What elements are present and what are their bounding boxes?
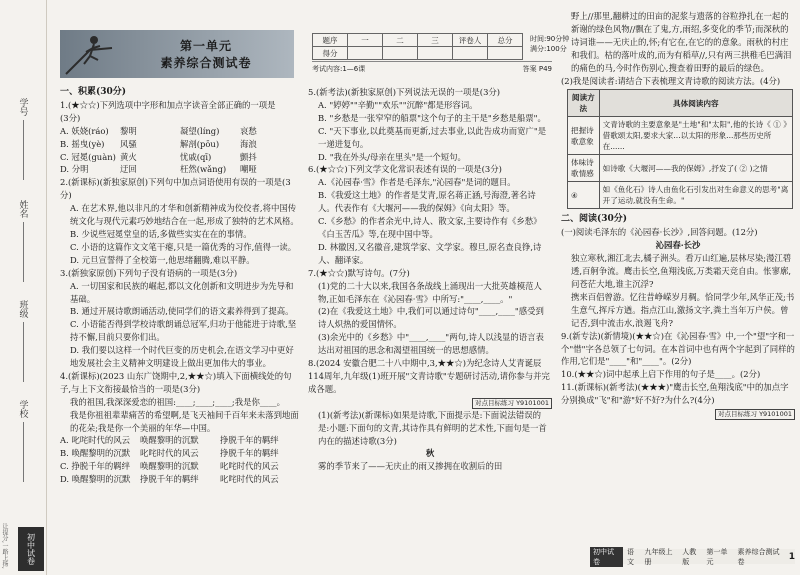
option[interactable]: C. "天下事业,以此奠基而更新,过去事业,以此告成功而宽广"是一递进复句。: [318, 125, 547, 149]
question-3: 3.(新独家原创)下列句子没有语病的一项是(3分): [60, 267, 238, 278]
answer-ref: 答案 P49: [522, 65, 552, 73]
poem-stanza: 携来百侣曾游。忆往昔峥嵘岁月稠。恰同学少年,风华正茂;书生意气,挥斥方遒。指点江山,激扬文字,粪土当年万户侯。曾记否,到中流击水,浪遏飞舟?: [571, 291, 795, 328]
question-2: 2.(新课标)(新独家原创)下列句中加点词语使用有误的一项是(3分): [60, 177, 291, 201]
option[interactable]: D. 林徽因,又名徽音,建筑学家、文学家。穆旦,原名查良铮,诗人、翻译家。: [318, 241, 542, 265]
student-id-field[interactable]: 学号: [4, 98, 42, 180]
question-5: 5.(新考法)(新独家原创)下列说法无误的一项是(3分): [308, 87, 501, 97]
option-row[interactable]: D. 唤醒黎明的沉默 挣脱千年的羁绊 叱咤时代的风云: [60, 474, 279, 485]
question-7: 7.(★☆☆)默写诗句。(7分): [308, 267, 410, 278]
score-head: 一: [348, 34, 383, 47]
unit-title: 第一单元: [179, 39, 232, 53]
option-row[interactable]: A. 叱咤时代的风云 唤醒黎明的沉默 挣脱千年的羁绊: [60, 435, 279, 446]
score-head: 评卷人: [453, 34, 488, 47]
poem-text: 雾的季节来了——无庆止的雨又掺拥在收割后的田: [318, 461, 503, 472]
poem-title: 秋: [425, 448, 435, 459]
column-1: 一、积累(30分) 1.(★☆☆)下列选项中字形和加点字读音全部正确的一项是 (3分) A. 妖娆(ráo) 黎明 凝望(líng) 哀愁 B. 摇曳(yè) 风骚 解剖(pōu) 海浪 C. 冠冕(guàn) 黄火 忧戚(qī) 颤抖 D. 分明 迂回 枉然(wǎng) 嘲哑 2.(新课标)(新独家原创)下列句中加点词语使用有误的一项是(3分) A. 在艺术界,他以非凡的才华和创新精神成为佼佼者,将中国传统文化与现代元素巧妙地结合在一起,形成了独特的艺术风格。 B. 少说些冠冕堂皇的话,多做些实实在在的事情。 C. 小语的这篇作文文笔干瘪,只是一篇优秀的习作,值得一读。 D. 元旦宣誓得了全校第一,他思绪翻腾,难以平静。 3.(新独家原创)下列句子没有语病的一项是(3分) A. 一切国家和民族的崛起,都以文化创新和文明进步为先导和基础。 B. 通过开展诗歌朗诵活动,使同学们的语文素养得到了提高。 C. 小语能否得到学校诗歌朗诵总冠军,归功于他能进于诗歌,坚持不懈,目前只要你们出。 D. 我们要以这样一个时代巨变的历史机会,在语文学习中更好地发展社会主义精神文明建设上做出更加伟大的事业。 4.(新课标)(2023 山东广饶期中,2,★★☆)填入下面横线处的句子,与上下文衔接最恰当的一项是(3分) 我的祖国,我深深爱恋的祖国:____;____;____;我是你____。 我是你祖祖辈辈痛苦的希望啊,是飞天袖间千百年来未落到地面的花朵;我是你一个美丽的年华—中国。 A. 叱咤时代的风云 唤醒黎明的沉默 挣脱千年的羁绊 B. 唤醒黎明的沉默 叱咤时代的风云 挣脱千年的羁绊 C. 挣脱千年的羁绊 唤醒黎明的沉默 叱咤时代的风云 D. 唤醒黎明的沉默 挣脱千年的羁绊 叱咤时代的风云: [60, 87, 299, 485]
section-heading: 一、积累(30分): [60, 87, 127, 97]
runner-illustration: [60, 30, 118, 78]
option[interactable]: D. "我在外头/母亲在里头"是一个短句。: [318, 151, 466, 162]
score-cell[interactable]: [418, 47, 453, 60]
practice-code: 对点目标练习 Y9101001: [715, 409, 795, 420]
reading-method-table: 阅读方法 具体阅读内容 把握诗歌意象 文青诗歌的主要意象是"土地"和"太阳",他的长诗《 ① 》借歌颂太阳,要求大家...以太阳的形象...那些历史所在...... 体味诗歌情感 如诗歌《大堰河——我的保姆》,抒发了( ② )之情 ④ 如《鱼化石》诗人由鱼化石引发出对生命意义的思考"离开了运动,就没有生命。": [567, 89, 793, 209]
title-banner: [60, 30, 294, 78]
column-3: [561, 10, 795, 420]
exam-content-line: 考试内容:1—6课 答案 P49: [312, 61, 552, 74]
brand-logo: 初中试卷: [18, 527, 44, 571]
option[interactable]: C. 小语能否得到学校诗歌朗诵总冠军,归功于他能进于诗歌,坚持不懈,目前只要你们出。: [70, 319, 297, 343]
question-8: 8.(2024 安徽合肥二十八中期中,3,★★☆)为纪念诗人艾青诞辰114周年,九年级(1)班开展"文青诗歌"专题研讨活动,请你参与并完成各题。: [308, 358, 550, 394]
question-11[interactable]: 11.(新课标)(新考法)(★★★)"鹰击长空,鱼翔浅底"中的加点字分别换成"飞"和"游"好不好?为什么?(4分): [561, 382, 789, 406]
reading-intro: (一)阅读毛泽东的《沁园春·长沙》,回答问题。(12分): [561, 227, 758, 238]
option[interactable]: A.《沁园春·雪》作者是毛泽东,"沁园春"是词的题目。: [318, 177, 516, 188]
score-cell[interactable]: [453, 47, 488, 60]
option-row[interactable]: A. 妖娆(ráo) 黎明 凝望(líng) 哀愁: [60, 125, 257, 136]
question-6: 6.(★☆☆)下列文学文化常识表述有误的一项是(3分): [308, 164, 502, 175]
practice-code: 对点目标练习 Y9101001: [472, 398, 552, 409]
score-head: 三: [418, 34, 453, 47]
column-2: [308, 86, 552, 473]
score-table: [312, 33, 523, 60]
subquestion: (1)(新考法)(新课标)如果是诗歌,下面提示是:下面说法错误的是:小题:下面句的文青,其诗作具有鲜明的艺术性,下面句是一首内在的描述诗歌(3分): [318, 409, 547, 446]
option-row[interactable]: C. 挣脱千年的羁绊 唤醒黎明的沉默 叱咤时代的风云: [60, 461, 279, 472]
test-title: 素养综合测试卷: [160, 56, 252, 70]
option[interactable]: B. 少说些冠冕堂皇的话,多做些实实在在的事情。: [70, 228, 252, 239]
fill-in-blank[interactable]: (2)在《我爱这土地》中,我们可以通过诗句"____,____"感受到诗人炽热的爱国情怀。: [318, 306, 544, 330]
poem-continuation: 野上//那里,翻耕过的田亩的泥浆与遗落的谷粒挣扎在一起的新谢的绿色风物//飘在了鬼,方,雨绍,多变化的季节;而深秋的诗词谁——无庆止的,怀;有它在,在它的的意象。雨秋的村庄和我们。枯的落叶成的,而为有稻草//,只有两三拱稚毛巴满泪的痛色的马,今时作伤别心,搜查着田野的最后的绿色。: [571, 11, 792, 73]
score-head: 题序: [313, 34, 348, 47]
name-field[interactable]: 姓名: [4, 200, 42, 282]
poem-stanza: 独立寒秋,湘江北去,橘子洲头。看万山红遍,层林尽染;漫江碧透,百舸争流。鹰击长空,鱼翔浅底,万类霜天竞自由。怅寥廓,问苍茫大地,谁主沉浮?: [571, 253, 792, 289]
option-row[interactable]: D. 分明 迂回 枉然(wǎng) 嘲哑: [60, 164, 257, 175]
fill-in-blank[interactable]: (1)党的二十大以来,我国各条战线上涌现出一大批英雄模范人物,正如毛泽东在《沁园春·雪》中所写:"____,____。": [318, 280, 542, 304]
question-10[interactable]: 10.(★★☆)词中起承上启下作用的句子是____。(2分): [561, 369, 761, 380]
page-footer: 初中试卷 语文 九年级上册 人教版 第一单元 素养综合测试卷 1: [590, 549, 795, 564]
page-number: 1: [788, 551, 796, 562]
option[interactable]: C. 小语的这篇作文文笔干瘪,只是一篇优秀的习作,值得一读。: [70, 241, 297, 252]
time-info: 时间:90分钟 满分:100分: [530, 35, 570, 53]
score-cell[interactable]: [348, 47, 383, 60]
option[interactable]: A. 在艺术界,他以非凡的才华和创新精神成为佼佼者,将中国传统文化与现代元素巧妙地结合在一起,形成了独特的艺术风格。: [70, 203, 299, 227]
school-field[interactable]: 学校: [4, 400, 42, 482]
section-heading: 二、阅读(30分): [561, 214, 628, 225]
option[interactable]: C.《乡愁》的作者余光中,诗人、散文家,主要诗作有《乡愁》《白玉苦瓜》等,在现中国中等。: [318, 216, 542, 239]
question-9[interactable]: 9.(新专法)(新情境)(★★☆)在《沁园春·雪》中,一个"望"字和一个"惜"字各总领了七句词。在本首词中也有两个字起到了同样的作用,它们是"____"和"____"。(2分): [561, 330, 795, 367]
option[interactable]: B. "乡愁是一张窄窄的船票"这个句子的主干是"乡愁是船票"。: [318, 112, 546, 123]
subquestion: (2)我是阅读者:请结合下表梳理文青诗歌的阅读方法。(4分): [561, 75, 781, 86]
score-label: 得分: [313, 47, 348, 60]
option[interactable]: B. 通过开展诗歌朗诵活动,使同学们的语文素养得到了提高。: [70, 306, 294, 317]
score-cell[interactable]: [488, 47, 523, 60]
option[interactable]: D. 元旦宣誓得了全校第一,他思绪翻腾,难以平静。: [70, 254, 255, 265]
score-head: 二: [383, 34, 418, 47]
fill-in-blank[interactable]: (3)余光中的《乡愁》中"____,____"两句,诗人以浅显的语言表达出对祖国的思念和渴望祖国统一的思想感情。: [318, 332, 544, 356]
option[interactable]: A. "婷婷""辛勤""欢乐""沉醉"都是形容词。: [318, 99, 478, 110]
question-4: 4.(新课标)(2023 山东广饶期中,2,★★☆)填入下面横线处的句子,与上下文衔接最恰当的一项是(3分): [60, 370, 292, 394]
option[interactable]: D. 我们要以这样一个时代巨变的历史机会,在语文学习中更好地发展社会主义精神文明建设上做出更加伟大的事业。: [70, 345, 294, 369]
question-1: 1.(★☆☆)下列选项中字形和加点字读音全部正确的一项是: [60, 99, 276, 110]
option[interactable]: A. 一切国家和民族的崛起,都以文化创新和文明进步为先导和基础。: [70, 280, 294, 304]
slogan: 让提分,一路上扬,: [1, 523, 8, 569]
footer-brand: 初中试卷: [590, 547, 623, 567]
class-field[interactable]: 班级: [4, 300, 42, 382]
poem-title: 沁园春·长沙: [655, 240, 701, 251]
score-cell[interactable]: [383, 47, 418, 60]
option-row[interactable]: C. 冠冕(guàn) 黄火 忧戚(qī) 颤抖: [60, 151, 257, 162]
score-head: 总分: [488, 34, 523, 47]
option-row[interactable]: B. 唤醒黎明的沉默 叱咤时代的风云 挣脱千年的羁绊: [60, 448, 279, 459]
option[interactable]: B.《我爱这土地》的作者是艾青,原名蒋正涵,号海澄,著名诗人。代表作有《大堰河——我的保姆》《向太阳》等。: [318, 190, 536, 214]
binding-sidebar: [0, 0, 47, 575]
option-row[interactable]: B. 摇曳(yè) 风骚 解剖(pōu) 海浪: [60, 138, 257, 149]
